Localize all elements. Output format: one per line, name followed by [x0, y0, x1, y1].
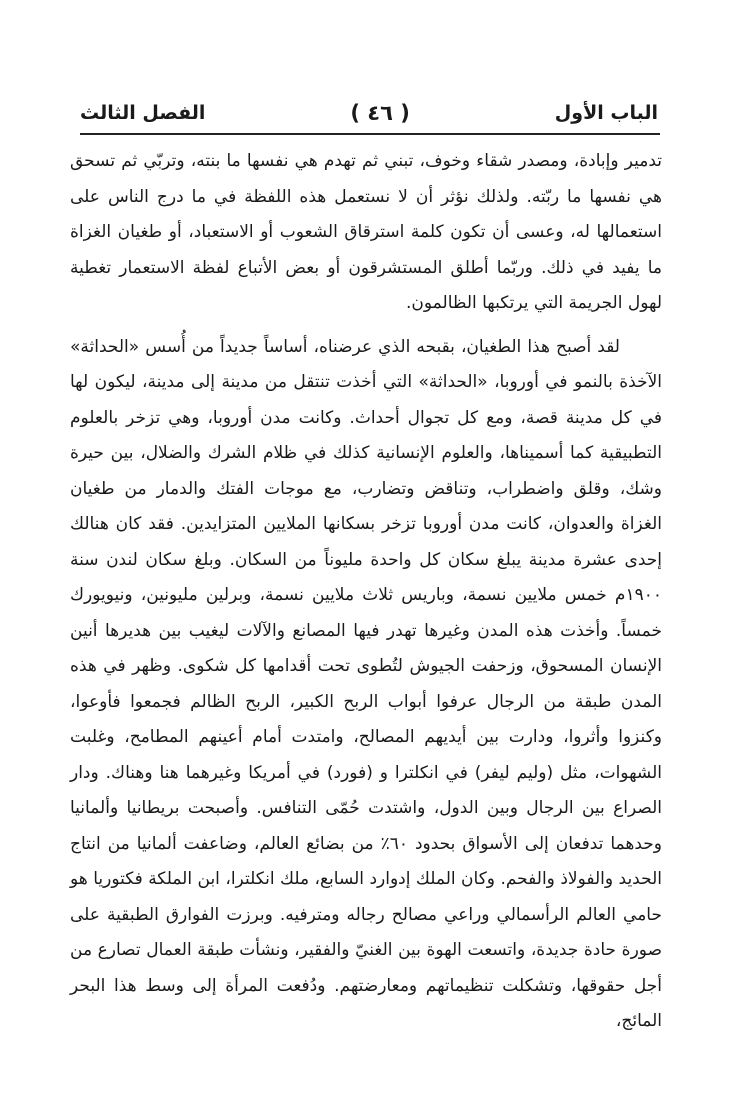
section-title: الفصل الثالث [80, 102, 206, 124]
paragraph-1: تدمير وإبادة، ومصدر شقاء وخوف، تبني ثم تهدم هي نفسها ما بنته، وتربّي ثم تسحق هي نفسها ما ربّته. ولذلك نؤثر أن لا نستعمل هذه اللفظة في ما درج الناس على استعمالها له، وعسى أن تكون كلمة استرقاق الشعوب أو الاستعباد، أو طغيان الغزاة ما يفيد في ذلك. وربّما أطلق المستشرقون أو بعض الأتباع لفظة الاستعمار تغطية لهول الجريمة التي يرتكبها الظالمون. [70, 151, 662, 313]
chapter-title: الباب الأول [554, 102, 658, 124]
paragraph-2: لقد أصبح هذا الطغيان، بقبحه الذي عرضناه، أساساً جديداً من أُسس «الحداثة» الآخذة بالنمو في أوروبا، «الحداثة» التي أخذت تنتقل من مدينة إلى مدينة، ليكون لها في كل مدينة قصة، ومع كل تجوال أحداث. وكانت مدن أوروبا، وهي تزخر بالعلوم التطبيقية كما أسميناها، والعلوم الإنسانية كذلك في ظلام الشرك والضلال، بين حيرة وشك، وقلق واضطراب، وتناقض وتضارب، مع موجات الفتك والدمار من طغيان الغزاة والعدوان، كانت مدن أوروبا تزخر بسكانها الملايين المتزايدين. فقد كان هنالك إحدى عشرة مدينة يبلغ سكان كل واحدة مليوناً من السكان. وبلغ سكان لندن سنة ١٩٠٠م خمس ملايين نسمة، وباريس ثلاث ملايين نسمة، وبرلين مليونين، ونيويورك خمساً. وأخذت هذه المدن وغيرها تهدر فيها المصانع والآلات ليغيب بين هديرها أنين الإنسان المسحوق، وزحفت الجيوش لتُطوى تحت أقدامها كل شكوى. وظهر في هذه المدن طبقة من الرجال عرفوا أبواب الربح الكبير، الربح الظالم فجمعوا فأوعوا، وكنزوا وأثروا، ودارت بين أيديهم المصالح، وامتدت أمام أعينهم المطامح، وغلبت الشهوات، مثل (وليم ليفر) في انكلترا و (فورد) في أمريكا وغيرهما هنا وهناك. ودار الصراع بين الرجال وبين الدول، واشتدت حُمّى التنافس. وأصبحت بريطانيا وألمانيا وحدهما تدفعان إلى الأسواق بحدود ٦٠٪ من بضائع العالم، وضاعفت ألمانيا من انتاج الحديد والفولاذ والفحم. وكان الملك إدوارد السابع، ملك انكلترا، ابن الملكة فكتوريا هو حامي العالم الرأسمالي وراعي مصالح رجاله ومترفيه. وبرزت الفوارق الطبقية على صورة حادة جديدة، واتسعت الهوة بين الغنيّ والفقير، ونشأت طبقة العمال تصارع من أجل حقوقها، وتشكلت تنظيماتهم ومعارضتهم. ودُفعت المرأة إلى وسط هذا البحر المائج، [70, 336, 662, 1031]
header-rule [80, 133, 660, 135]
body-text [70, 144, 662, 1040]
page-number: ( ٤٦ ) [350, 101, 410, 125]
running-header [80, 96, 658, 130]
